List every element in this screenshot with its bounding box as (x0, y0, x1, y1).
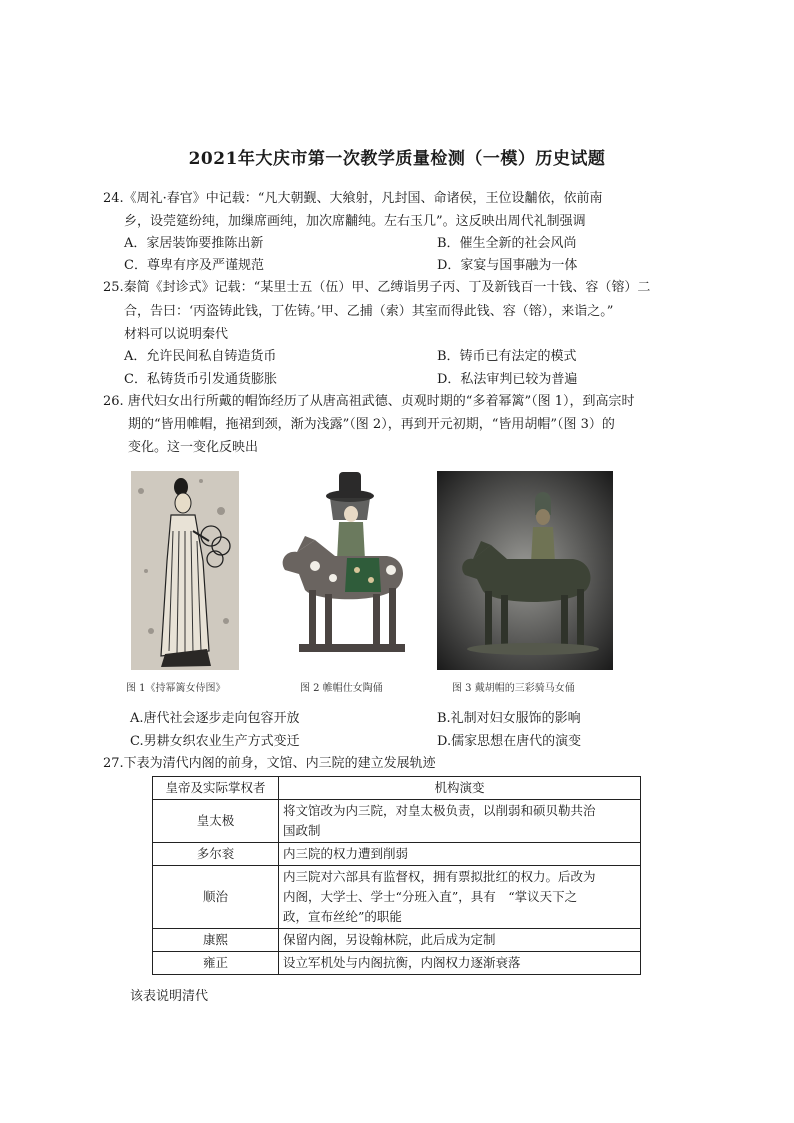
q26-option-a: A.唐代社会逐步走向包容开放 (130, 711, 300, 726)
table-row (153, 843, 641, 866)
cell-line: 将文馆改为内三院，对皇太极负责，以削弱和硕贝勒共治 (283, 803, 596, 818)
cell-line: 政，宣布丝纶”的职能 (283, 909, 402, 924)
q27-stem: 27.下表为清代内阁的前身，文馆、内三院的建立发展轨迹 (103, 756, 436, 771)
q26-stem-line2: 期的“皆用帷帽，拖裙到颈，渐为浅露”（图 2），再到开元初期，“皆用胡帽”（图 3）的 (128, 417, 615, 432)
cell-line: 国政制 (283, 823, 321, 838)
q26-stem-line1: 26. 唐代妇女出行所戴的帽饰经历了从唐高祖武德、贞观时期的“多着幂篱”（图 1），到高宗时 (103, 394, 635, 409)
cell-line: 保留内阁，另设翰林院，此后成为定制 (283, 932, 496, 947)
q26-option-c: C.男耕女织农业生产方式变迁 (130, 734, 300, 749)
figure-1-caption: 图 1《持幂篱女侍图》 (126, 683, 226, 694)
table-row (153, 866, 641, 929)
q27-after-table: 该表说明清代 (130, 989, 209, 1004)
table-header-change: 机构演变 (279, 777, 641, 800)
q25-stem-line1: 25.秦简《封诊式》记载：“某里士五（伍）甲、乙缚诣男子丙、丁及新钱百一十钱、容（镕）二 (103, 280, 651, 295)
q25-option-d: D．私法审判已较为普遍 (437, 372, 578, 387)
table-cell-change (279, 866, 641, 929)
page-title: 2021年大庆市第一次教学质量检测（一模）历史试题 (188, 149, 606, 169)
cell-line: 内阁，大学士、学士“分班入直”，具有 “掌议天下之 (283, 889, 578, 904)
table-cell-ruler: 多尔衮 (153, 843, 279, 866)
table-row (153, 929, 641, 952)
q26-stem-line3: 变化。这一变化反映出 (128, 440, 259, 455)
q25-stem-line3: 材料可以说明秦代 (124, 327, 229, 342)
table-cell-change (279, 843, 641, 866)
table-cell-change (279, 952, 641, 975)
table-cell-ruler: 顺治 (153, 866, 279, 929)
cell-line: 设立军机处与内阁抗衡，内阁权力逐渐衰落 (283, 955, 521, 970)
q24-stem-line2: 乡，设莞筵纷纯，加缫席画纯，加次席黼纯。左右玉几”。这反映出周代礼制强调 (124, 214, 586, 229)
q25-option-b: B．铸币已有法定的模式 (437, 349, 577, 364)
table-row (153, 800, 641, 843)
q24-option-d: D．家宴与国事融为一体 (437, 258, 578, 273)
table-cell-ruler: 雍正 (153, 952, 279, 975)
q26-option-b: B.礼制对妇女服饰的影响 (437, 711, 581, 726)
table-cell-change (279, 929, 641, 952)
table-header-row (153, 777, 641, 800)
table-cell-ruler: 康熙 (153, 929, 279, 952)
table-cell-change (279, 800, 641, 843)
q24-option-b: B．催生全新的社会风尚 (437, 236, 577, 251)
cell-line: 内三院的权力遭到削弱 (283, 846, 409, 861)
q25-option-c: C．私铸货币引发通货膨胀 (124, 372, 277, 387)
q24-stem-line1: 24.《周礼·春官》中记载：“凡大朝觐、大飨射，凡封国、命诸侯，王位设黼依，依前南 (103, 191, 603, 206)
table-cell-ruler: 皇太极 (153, 800, 279, 843)
q25-stem-line2: 合，告曰：‘丙盗铸此钱，丁佐铸。’甲、乙捕（索）其室而得此钱、容（镕），来诣之。” (124, 304, 614, 319)
q27-table (152, 776, 641, 975)
q26-option-d: D.儒家思想在唐代的演变 (437, 734, 582, 749)
q24-option-c: C．尊卑有序及严谨规范 (124, 258, 264, 273)
table-header-ruler: 皇帝及实际掌权者 (153, 777, 279, 800)
figure-2-caption: 图 2 帷帽仕女陶俑 (300, 683, 383, 694)
figure-3-caption: 图 3 戴胡帽的三彩骑马女俑 (452, 683, 575, 694)
q25-option-a: A．允许民间私自铸造货币 (124, 349, 277, 364)
cell-line: 内三院对六部具有监督权，拥有票拟批红的权力。后改为 (283, 869, 596, 884)
figure-2-image (275, 470, 411, 666)
q24-option-a: A．家居装饰要推陈出新 (124, 236, 264, 251)
table-row (153, 952, 641, 975)
figure-3-image (437, 471, 613, 670)
figure-1-image (131, 471, 239, 670)
